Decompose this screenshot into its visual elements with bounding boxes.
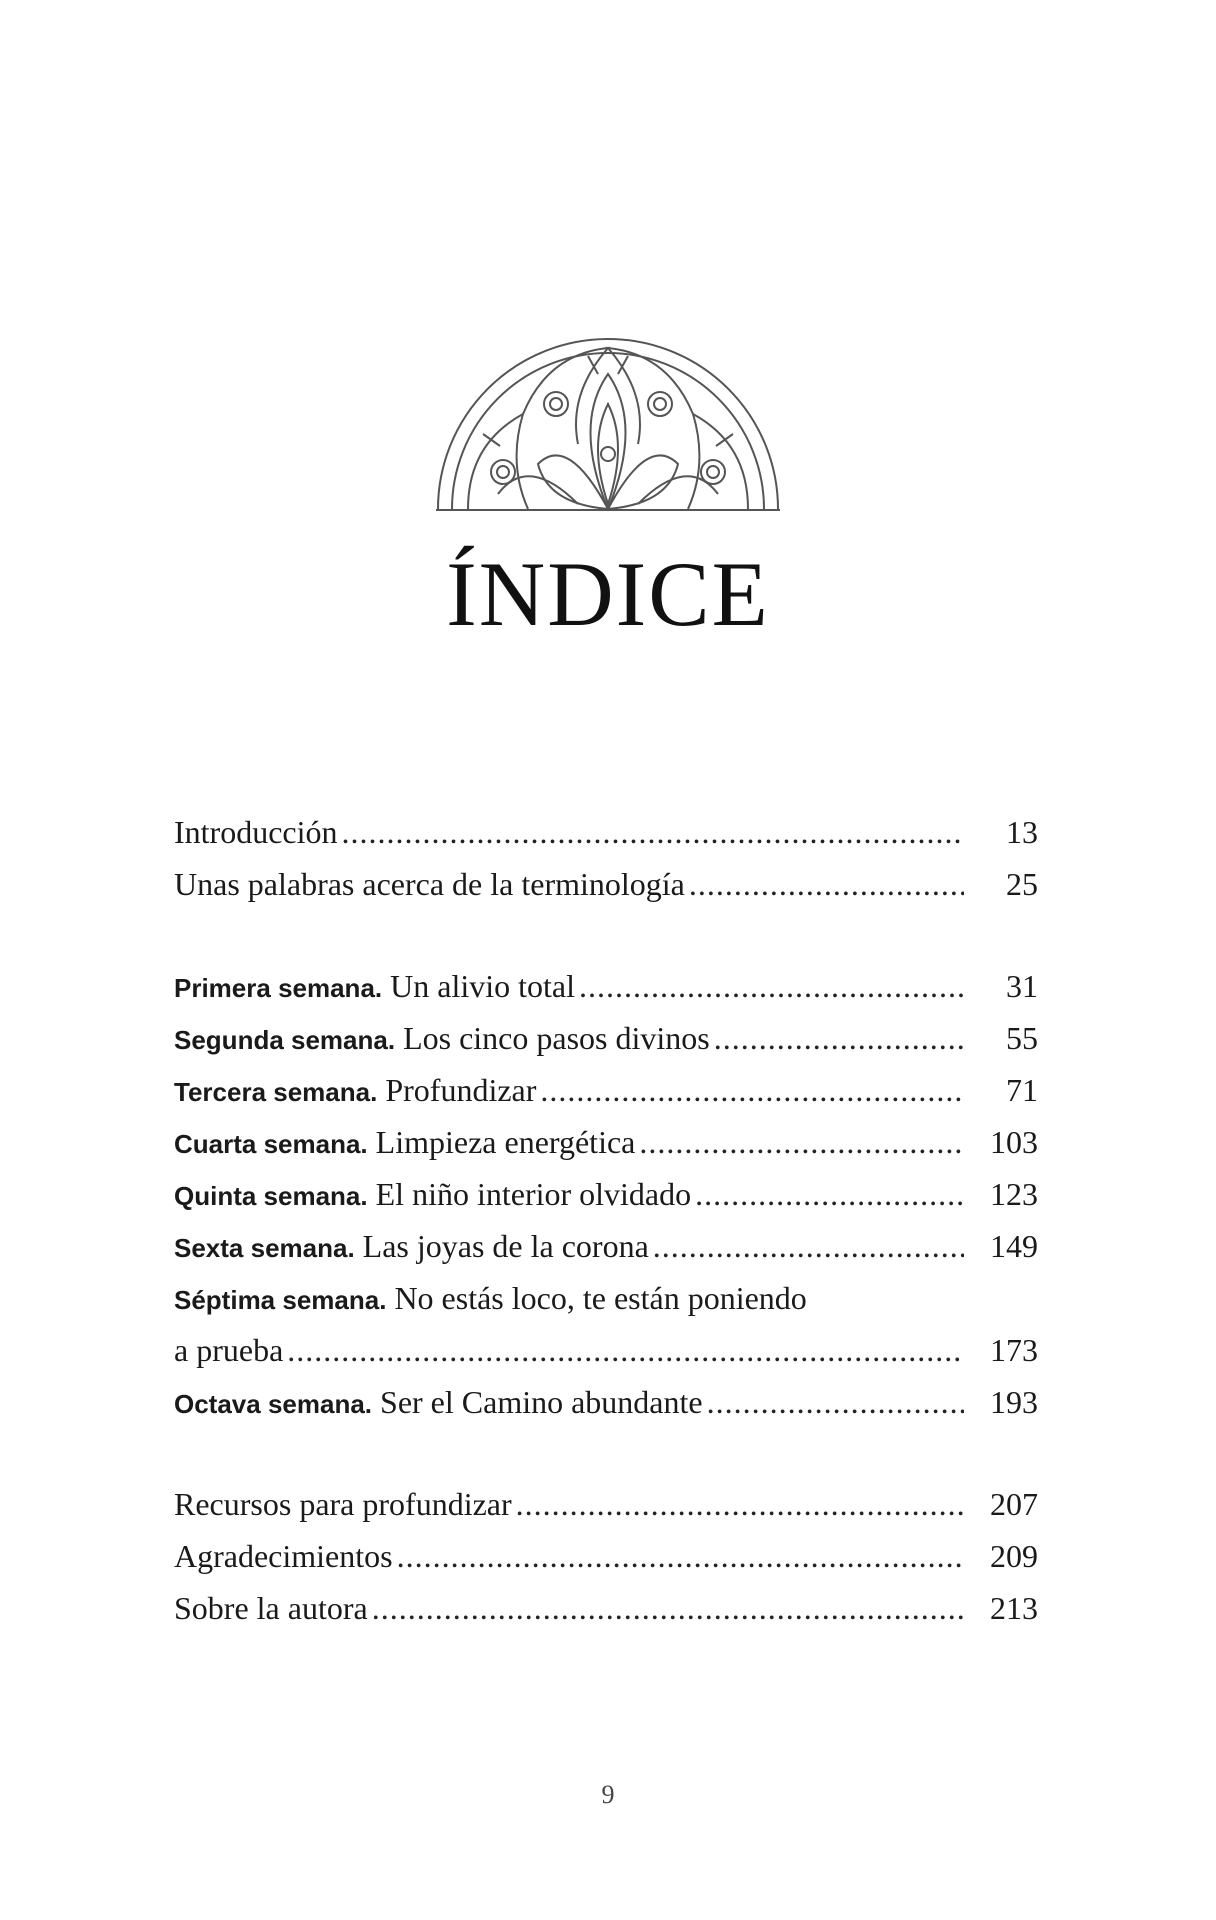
- toc-label: Limpieza energética: [367, 1124, 636, 1160]
- toc-label: Profundizar: [377, 1072, 537, 1108]
- week-label: Cuarta semana.: [174, 1129, 368, 1159]
- toc-label: Recursos para profundizar: [174, 1486, 512, 1522]
- week-label: Primera semana.: [174, 973, 383, 1003]
- toc-entry-week-2[interactable]: [174, 1012, 1038, 1064]
- toc-label: El niño interior olvidado: [367, 1176, 692, 1212]
- toc-page: 173: [990, 1332, 1038, 1368]
- leader-dots: [372, 1582, 964, 1634]
- leader-dots: [579, 960, 964, 1012]
- toc-entry-terminologia[interactable]: [174, 858, 1038, 910]
- mandala-half-icon: [428, 334, 788, 514]
- toc-label: Sobre la autora: [174, 1590, 368, 1626]
- leader-dots: [516, 1478, 964, 1530]
- toc-label: Las joyas de la corona: [354, 1228, 649, 1264]
- week-label: Quinta semana.: [174, 1181, 368, 1211]
- leader-dots: [653, 1220, 964, 1272]
- toc-page: 193: [990, 1384, 1038, 1420]
- week-label: Tercera semana.: [174, 1077, 378, 1107]
- toc-entry-recursos[interactable]: [174, 1478, 1038, 1530]
- page-number: 9: [601, 1780, 615, 1809]
- leader-dots: [639, 1116, 964, 1168]
- page-title: ÍNDICE: [446, 543, 770, 645]
- toc-label: Un alivio total: [382, 968, 575, 1004]
- leader-dots: [695, 1168, 964, 1220]
- toc-entry-agradecimientos[interactable]: [174, 1530, 1038, 1582]
- toc-entry-sobre-la-autora[interactable]: [174, 1582, 1038, 1634]
- week-label: Séptima semana.: [174, 1285, 387, 1315]
- toc-page: 55: [1006, 1020, 1038, 1056]
- toc-label: Unas palabras acerca de la terminología: [174, 866, 685, 902]
- toc-entry-week-6[interactable]: [174, 1220, 1038, 1272]
- leader-dots: [714, 1012, 964, 1064]
- toc-label: No estás loco, te están poniendo: [386, 1280, 807, 1316]
- toc-label: Los cinco pasos divinos: [395, 1020, 710, 1056]
- toc-entry-week-1[interactable]: [174, 960, 1038, 1012]
- week-label: Octava semana.: [174, 1389, 373, 1419]
- toc-page: 103: [990, 1124, 1038, 1160]
- leader-dots: [540, 1064, 964, 1116]
- toc-entry-week-4[interactable]: [174, 1116, 1038, 1168]
- toc-label: Introducción: [174, 814, 338, 850]
- week-label: Segunda semana.: [174, 1025, 396, 1055]
- toc-label: a prueba: [174, 1332, 284, 1368]
- leader-dots: [287, 1324, 964, 1376]
- toc-page: 209: [990, 1538, 1038, 1574]
- toc-entry-introduccion[interactable]: [174, 806, 1038, 858]
- toc-entry-week-8[interactable]: [174, 1376, 1038, 1428]
- toc-page: 25: [1006, 866, 1038, 902]
- toc-page: 31: [1006, 968, 1038, 1004]
- toc-page: 149: [990, 1228, 1038, 1264]
- toc-entry-week-7[interactable]: [174, 1272, 1038, 1324]
- table-of-contents: [174, 806, 1038, 1634]
- toc-entry-week-7-continuation[interactable]: [174, 1324, 1038, 1376]
- toc-page: 213: [990, 1590, 1038, 1626]
- toc-page: 207: [990, 1486, 1038, 1522]
- toc-page: 71: [1006, 1072, 1038, 1108]
- leader-dots: [342, 806, 965, 858]
- week-label: Sexta semana.: [174, 1233, 355, 1263]
- leader-dots: [397, 1530, 964, 1582]
- leader-dots: [707, 1376, 964, 1428]
- toc-entry-week-3[interactable]: [174, 1064, 1038, 1116]
- toc-label: Agradecimientos: [174, 1538, 393, 1574]
- toc-page: 13: [1006, 814, 1038, 850]
- toc-entry-week-5[interactable]: [174, 1168, 1038, 1220]
- toc-page: 123: [990, 1176, 1038, 1212]
- toc-label: Ser el Camino abundante: [372, 1384, 703, 1420]
- leader-dots: [689, 858, 964, 910]
